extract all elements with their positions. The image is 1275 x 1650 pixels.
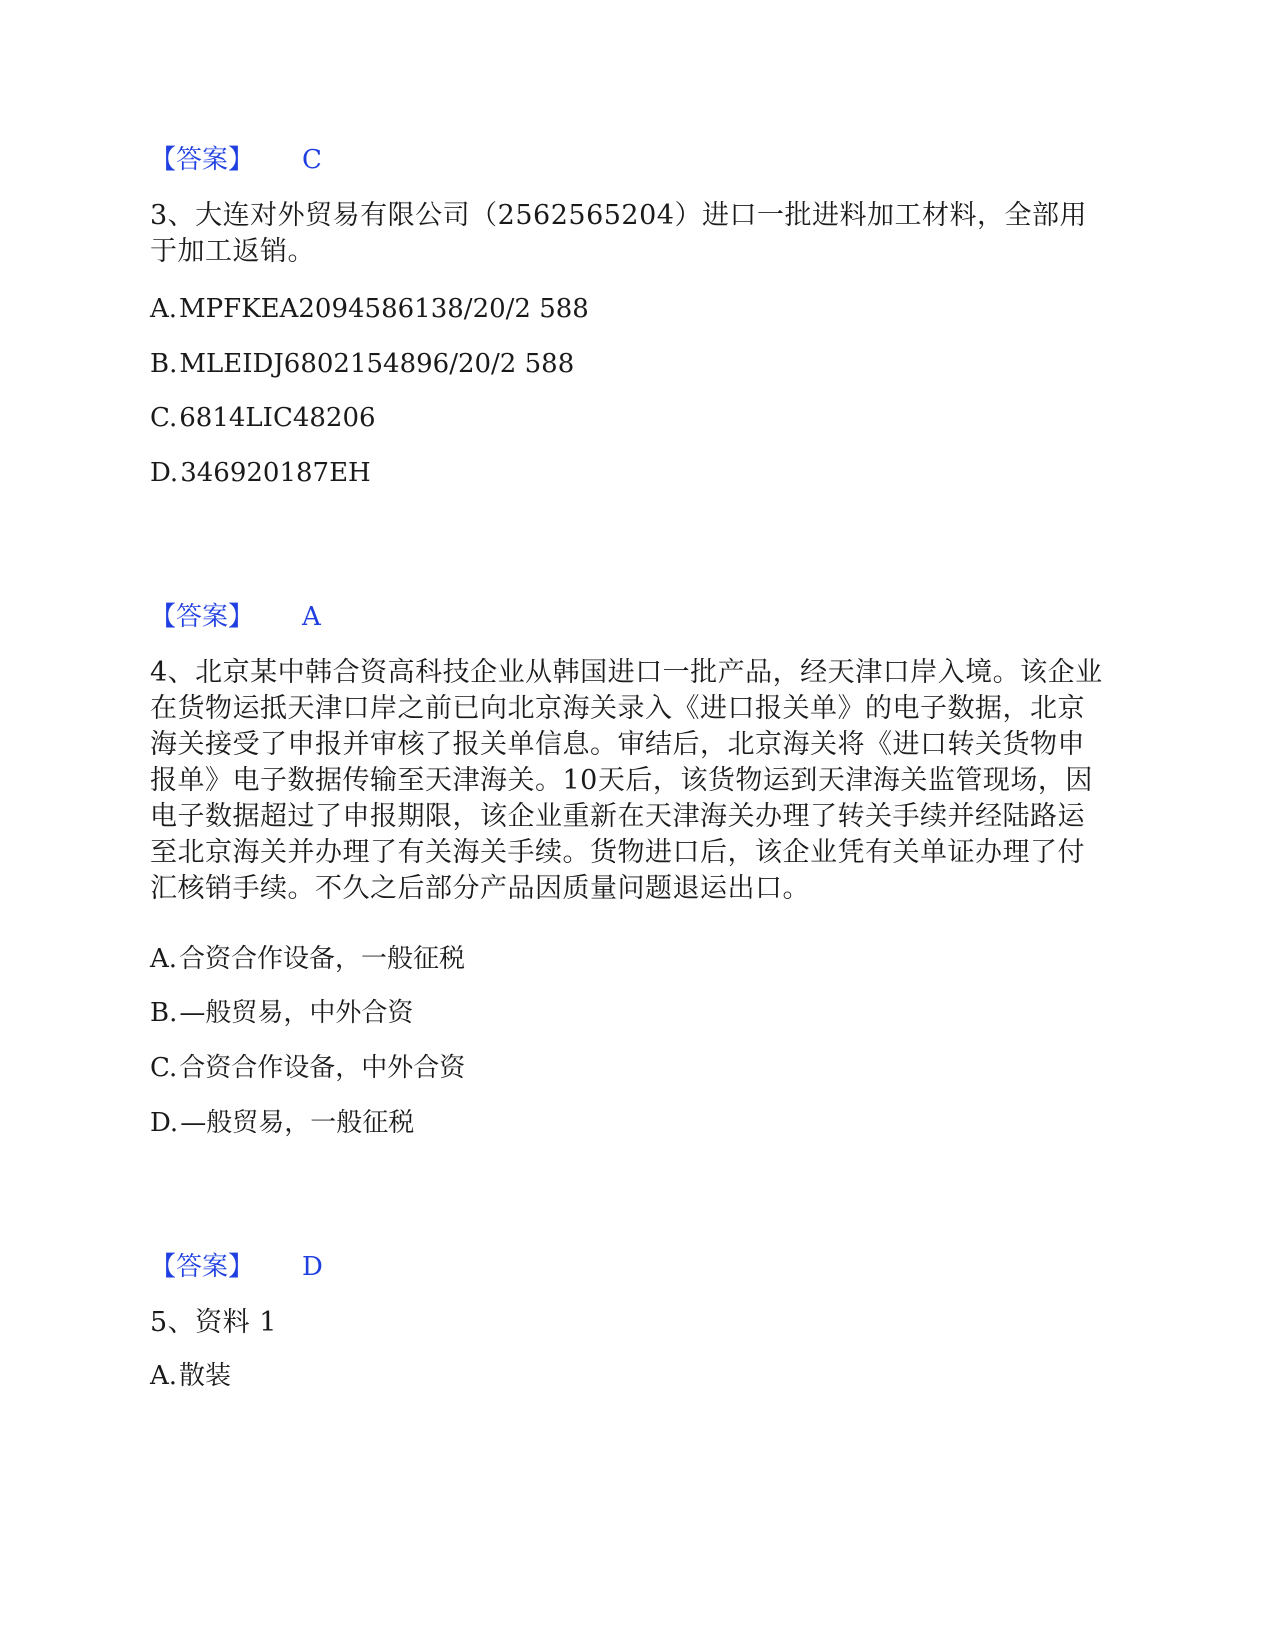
- answer-line: [150, 144, 322, 176]
- option-c: C.合资合作设备，中外合资: [150, 1053, 466, 1083]
- option-b: B.MLEIDJ6802154896/20/2 588: [150, 349, 575, 379]
- option-a: A.合资合作设备，一般征税: [150, 944, 466, 974]
- answer-letter: A: [302, 602, 321, 632]
- answer-tag: 【答案】: [150, 1252, 255, 1282]
- option-a: A.MPFKEA2094586138/20/2 588: [150, 294, 589, 324]
- answer-line: [150, 1251, 323, 1283]
- answer-line: [150, 601, 321, 633]
- question-text: 5、资料 1: [150, 1307, 277, 1338]
- option-a: A.散装: [150, 1361, 232, 1391]
- answer-letter: C: [302, 145, 322, 175]
- answer-tag: 【答案】: [150, 145, 255, 175]
- option-d: D.346920187EH: [150, 458, 371, 488]
- option-b: B.—般贸易，中外合资: [150, 998, 414, 1028]
- answer-letter: D: [302, 1252, 323, 1282]
- question-text: 4、北京某中韩合资高科技企业从韩国进口一批产品，经天津口岸入境。该企业在货物运抵天津口岸之前已向北京海关录入《进口报关单》的电子数据，北京海关接受了申报并审核了报关单信息。审结后，北京海关将《进口转关货物申报单》电子数据传输至天津海关。10天后，该货物运到天津海关监管现场，因电子数据超过了申报期限，该企业重新在天津海关办理了转关手续并经陆路运至北京海关并办理了有关海关手续。货物进口后，该企业凭有关单证办理了付汇核销手续。不久之后部分产品因质量问题退运出口。: [150, 657, 1103, 904]
- question-text: 3、大连对外贸易有限公司（2562565204）进口一批进料加工材料，全部用于加工返销。: [150, 200, 1087, 267]
- option-d: D.—般贸易，一般征税: [150, 1108, 415, 1138]
- option-c: C.6814LIC48206: [150, 403, 376, 433]
- answer-tag: 【答案】: [150, 602, 255, 632]
